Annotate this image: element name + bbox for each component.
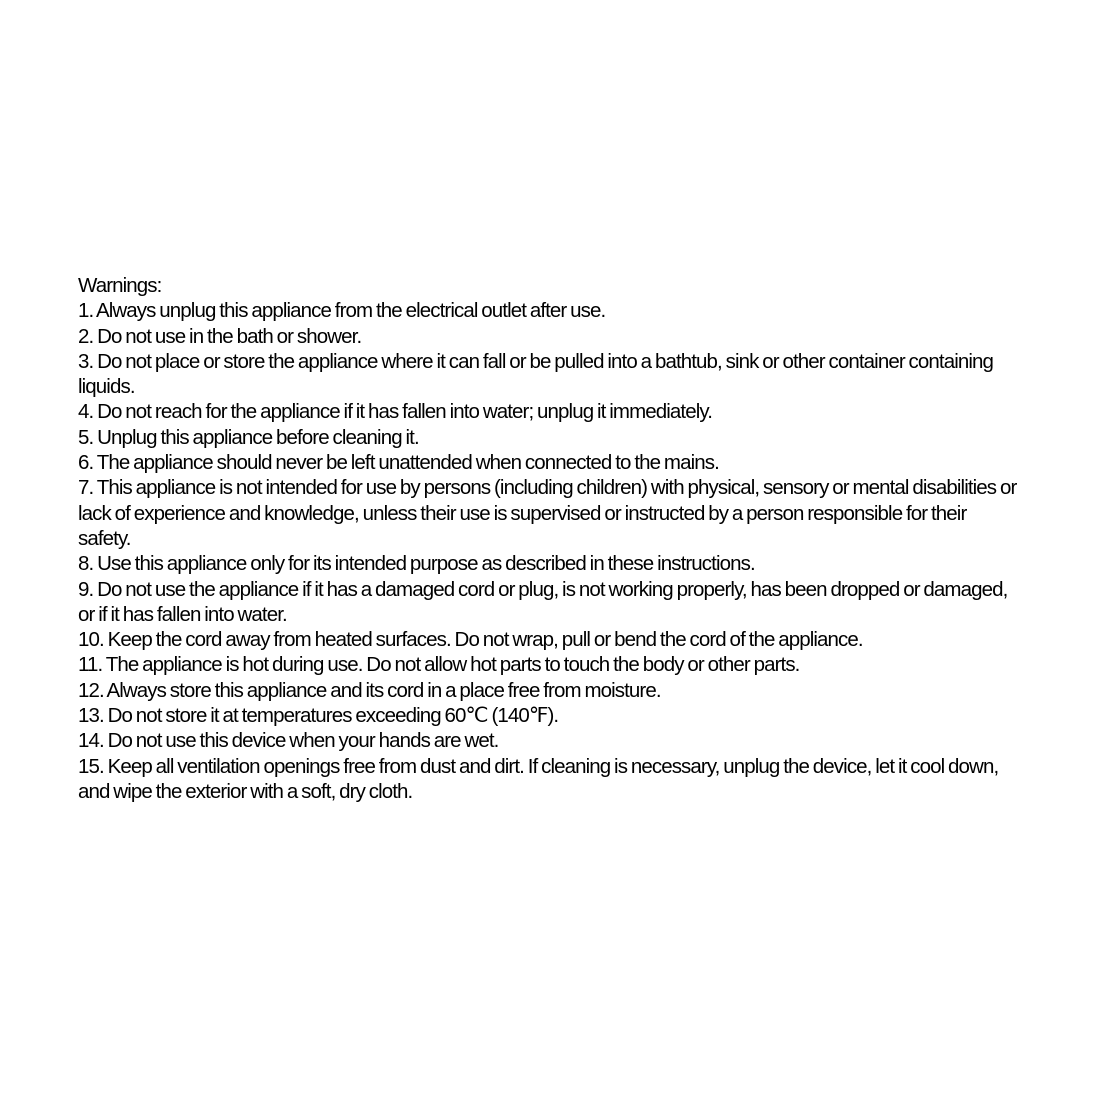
- warnings-heading: Warnings:: [78, 274, 162, 297]
- warning-item-9: 9. Do not use the appliance if it has a damaged cord or plug, is not working properly, has been dropped or damaged, or if it has fallen into water.: [78, 577, 1008, 626]
- warning-item-12: 12. Always store this appliance and its cord in a place free from moisture.: [78, 678, 661, 702]
- warning-item-7: 7. This appliance is not intended for use by persons (including children) with physical, sensory or mental disabilities or lack of experience and knowledge, unless their use is supervised or instructed by a person responsible for their safety.: [78, 476, 1017, 550]
- warning-item-10: 10. Keep the cord away from heated surfaces. Do not wrap, pull or bend the cord of the appliance.: [78, 628, 863, 652]
- warning-item-15: 15. Keep all ventilation openings free from dust and dirt. If cleaning is necessary, unplug the device, let it cool down, and wipe the exterior with a soft, dry cloth.: [78, 754, 999, 803]
- warnings-list: [78, 298, 1018, 804]
- warning-item-1: 1. Always unplug this appliance from the electrical outlet after use.: [78, 299, 606, 323]
- warnings-section: [78, 273, 1018, 804]
- warning-item-3: 3. Do not place or store the appliance where it can fall or be pulled into a bathtub, sink or other container containing liquids.: [78, 349, 994, 399]
- warning-item-5: 5. Unplug this appliance before cleaning it.: [78, 425, 419, 449]
- warning-item-6: 6. The appliance should never be left unattended when connected to the mains.: [78, 451, 719, 475]
- warning-item-13: 13. Do not store it at temperatures exceeding 60℃ (140℉).: [78, 704, 559, 728]
- warning-item-14: 14. Do not use this device when your hands are wet.: [78, 729, 499, 753]
- warning-item-2: 2. Do not use in the bath or shower.: [78, 324, 362, 348]
- warning-item-11: 11. The appliance is hot during use. Do not allow hot parts to touch the body or other parts.: [78, 653, 800, 677]
- warning-item-8: 8. Use this appliance only for its intended purpose as described in these instructions.: [78, 552, 755, 576]
- warning-item-4: 4. Do not reach for the appliance if it has fallen into water; unplug it immediately.: [78, 400, 712, 424]
